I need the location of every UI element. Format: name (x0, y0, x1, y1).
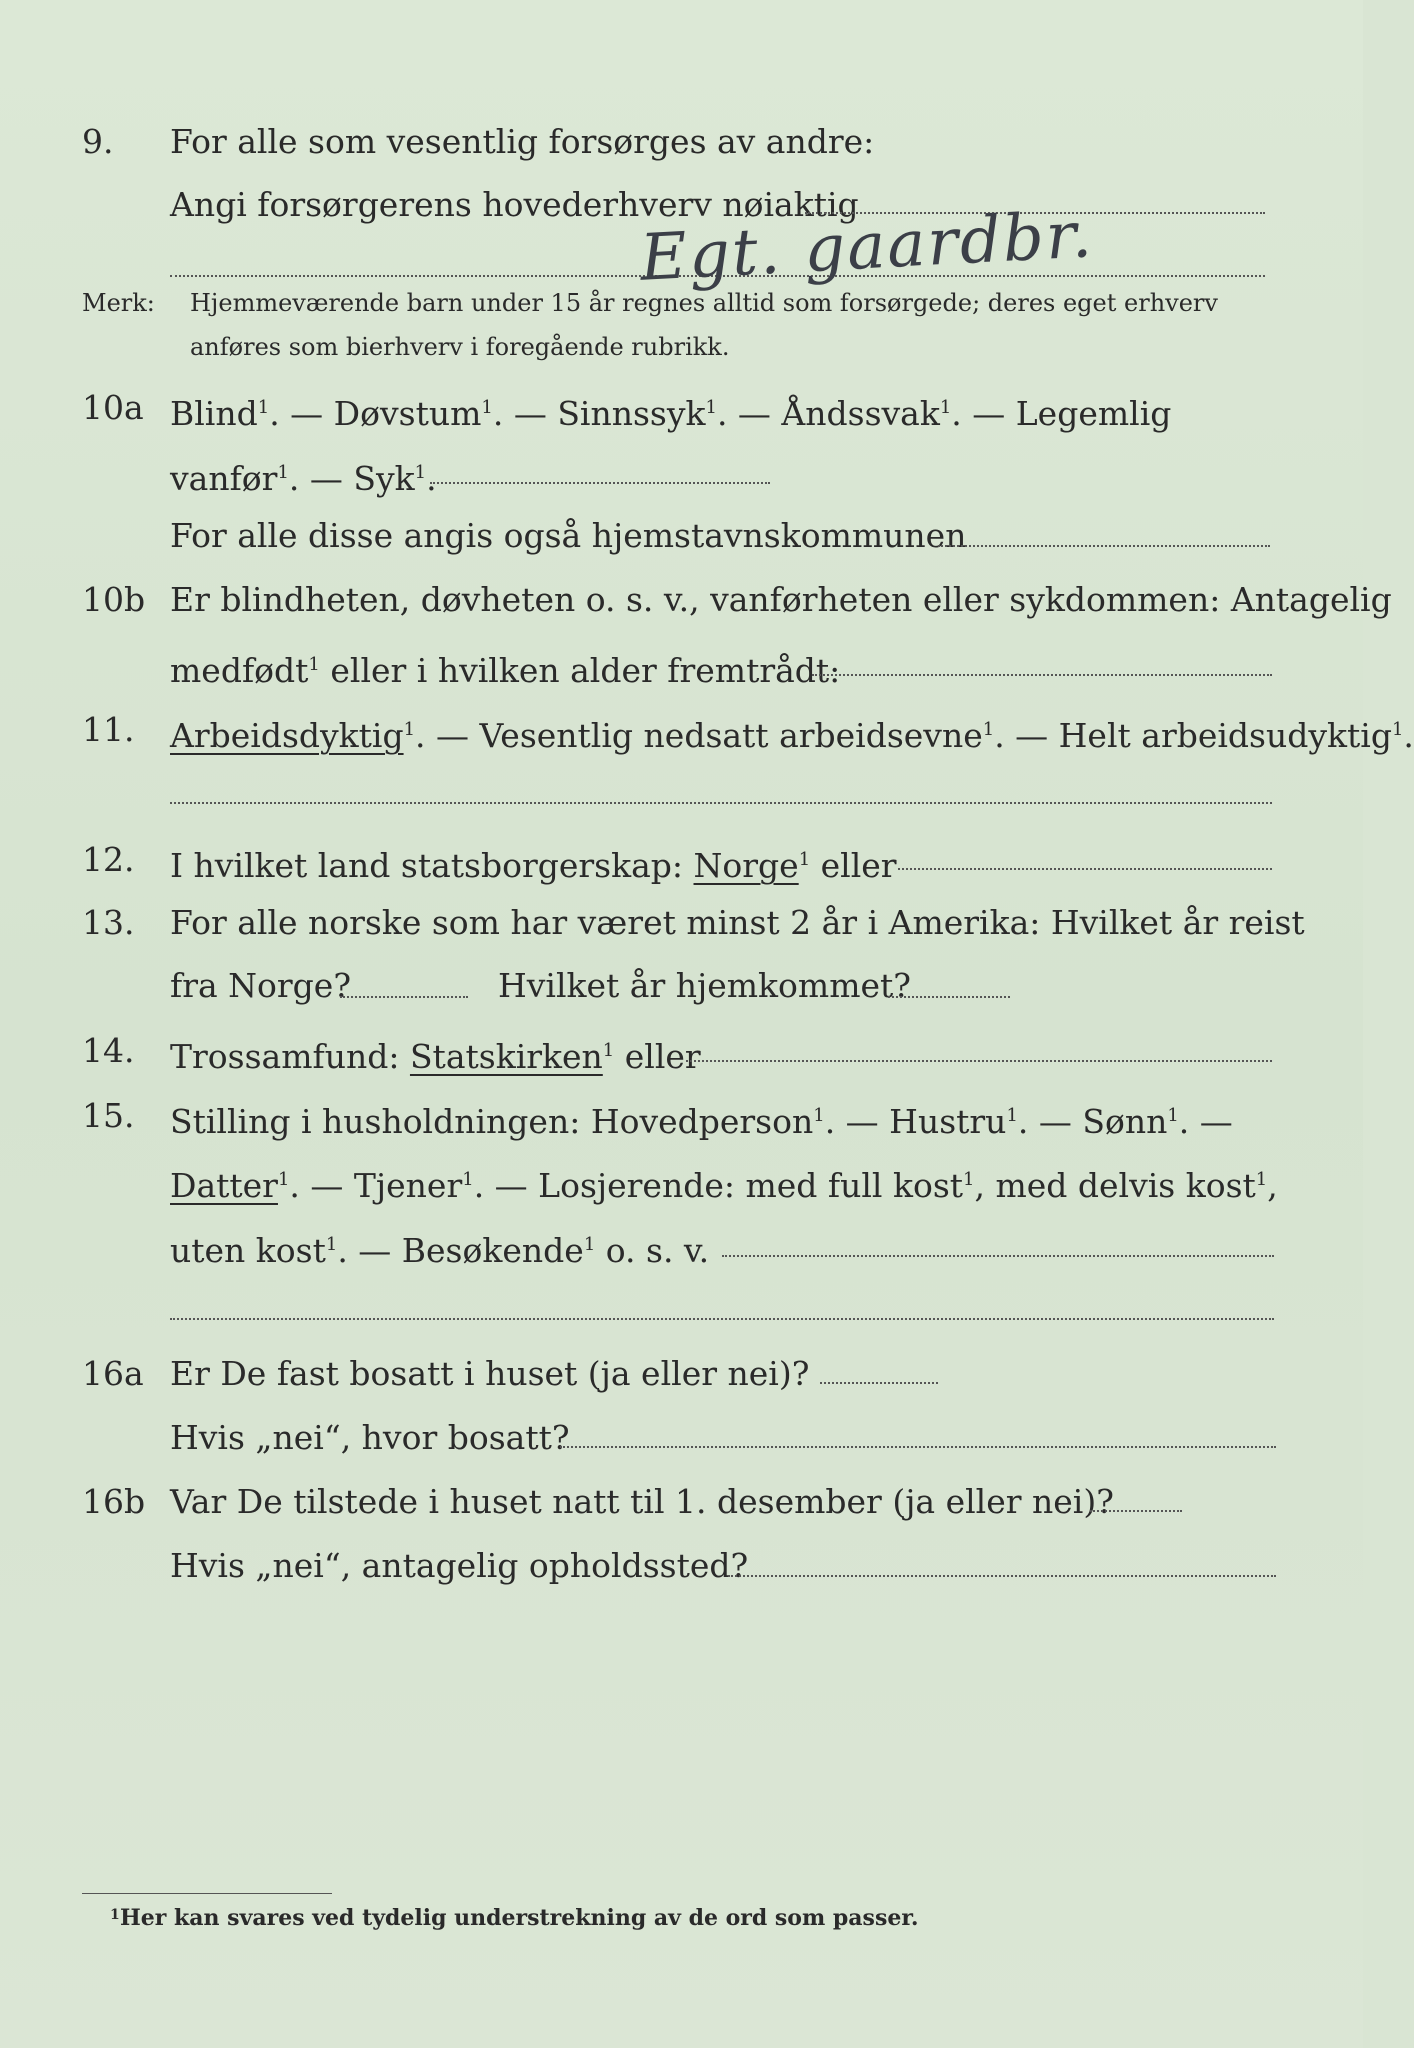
q16b-number: 16b (82, 1482, 146, 1521)
q14-number: 14. (82, 1031, 135, 1070)
merk-label: Merk: (82, 289, 155, 317)
q9-handwritten-answer: Egt. gaardbr. (638, 198, 1096, 296)
q12-line (0, 830, 1363, 890)
q15-underlined-answer: Datter (170, 1166, 278, 1205)
q9-line1 (0, 112, 1363, 172)
footnote-mark: 1 (110, 1907, 120, 1923)
q16b-line1 (0, 1472, 1363, 1532)
q9-text2: Angi forsørgerens hovederhverv nøiaktig (170, 185, 859, 224)
q15-text3: uten kost$^1$. — Besøkende$^1$ o. s. v. (170, 1231, 710, 1270)
q14-text: Trossamfund: Statskirken$^1$ eller (170, 1037, 701, 1076)
q10a-line2 (0, 443, 1363, 503)
q16b-answer-line2 (728, 1575, 1276, 1577)
q16a-text1: Er De fast bosatt i huset (ja eller nei)? (170, 1354, 810, 1393)
q9-number: 9. (82, 122, 114, 161)
q10a-text1: Blind$^1$. — Døvstum$^1$. — Sinnssyk$^1$. — Åndssvak$^1$. — Legemlig (170, 394, 1172, 433)
q10b-line1 (0, 570, 1392, 630)
q13-number: 13. (82, 903, 135, 942)
q11-number: 11. (82, 710, 135, 749)
q16b-line2 (0, 1536, 1363, 1596)
q10a-text3: For alle disse angis også hjemstavnskommunen (170, 516, 967, 555)
footnote (110, 1905, 919, 1931)
q16a-answer-line1 (820, 1382, 938, 1384)
q13-answer-line1 (340, 996, 468, 998)
q13-text2b: Hvilket år hjemkommet? (498, 966, 911, 1005)
q11-line (0, 700, 1414, 760)
footnote-text: Her kan svares ved tydelig understrekning av de ord som passer. (120, 1905, 919, 1931)
q15-number: 15. (82, 1096, 135, 1135)
q10a-answer-line2 (938, 545, 1270, 547)
q10a-text2: vanfør$^1$. — Syk$^1$. (170, 459, 437, 498)
q16a-text2: Hvis „nei“, hvor bosatt? (170, 1418, 570, 1457)
q10a-line3 (0, 506, 1363, 566)
q14-answer-line (686, 1060, 1272, 1062)
q16a-answer-line2 (560, 1446, 1276, 1448)
q15-answer-line1 (722, 1255, 1274, 1257)
q13-text1: For alle norske som har været minst 2 år i Amerika: Hvilket år reist (170, 903, 1305, 942)
q11-answer-line (170, 802, 1272, 804)
q16a-line2 (0, 1408, 1363, 1468)
q10a-answer-line1 (430, 482, 770, 484)
merk-text2: anføres som bierhverv i foregående rubrikk. (190, 333, 730, 361)
q16b-answer-line1 (1090, 1510, 1182, 1512)
q9-text1: For alle som vesentlig forsørges av andre: (170, 122, 875, 161)
q15-text1: Stilling i husholdningen: Hovedperson$^1$. — Hustru$^1$. — Sønn$^1$. — (170, 1102, 1233, 1141)
q15-line3 (0, 1215, 1363, 1275)
q10b-number: 10b (82, 580, 146, 619)
q11-text: Arbeidsdyktig$^1$. — Vesentlig nedsatt arbeidsevne$^1$. — Helt arbeidsudyktig$^1$. (170, 716, 1414, 755)
q10b-text2: medfødt$^1$ eller i hvilken alder fremtrådt: (170, 651, 841, 690)
footnote-rule (82, 1893, 332, 1894)
q13-answer-line2 (888, 996, 1010, 998)
q14-line (0, 1021, 1363, 1081)
q12-text: I hvilket land statsborgerskap: Norge$^1$ eller (170, 846, 897, 885)
q13-line2 (0, 956, 1363, 1016)
q12-number: 12. (82, 840, 135, 879)
q10b-line2 (0, 635, 1363, 695)
q10a-line1 (0, 378, 1363, 438)
q10b-text1: Er blindheten, døvheten o. s. v., vanførheten eller sykdommen: Antagelig (170, 580, 1392, 619)
q11-underlined-answer: Arbeidsdyktig (170, 716, 404, 755)
q14-underlined-answer: Statskirken (409, 1037, 603, 1076)
q15-line1 (0, 1086, 1363, 1146)
q16a-number: 16a (82, 1354, 144, 1393)
q15-answer-line2 (170, 1318, 1274, 1320)
q15-line2 (0, 1150, 1363, 1210)
merk-text1: Hjemmeværende barn under 15 år regnes alltid som forsørgede; deres eget erhverv (190, 289, 1218, 317)
q15-text2: Datter$^1$. — Tjener$^1$. — Losjerende: med full kost$^1$, med delvis kost$^1$, (170, 1166, 1278, 1205)
q12-answer-line (898, 868, 1272, 870)
q16b-text1: Var De tilstede i huset natt til 1. desember (ja eller nei)? (170, 1482, 1114, 1521)
merk-line2 (0, 327, 1363, 367)
q12-underlined-answer: Norge (693, 846, 799, 885)
q13-line1 (0, 893, 1363, 953)
merk-line1 (0, 283, 1363, 323)
q10a-number: 10a (82, 388, 144, 427)
q16a-line1 (0, 1344, 1363, 1404)
q10b-answer-line (812, 674, 1272, 676)
q16b-text2: Hvis „nei“, antagelig opholdssted? (170, 1546, 749, 1585)
q13-text2a: fra Norge? (170, 966, 352, 1005)
